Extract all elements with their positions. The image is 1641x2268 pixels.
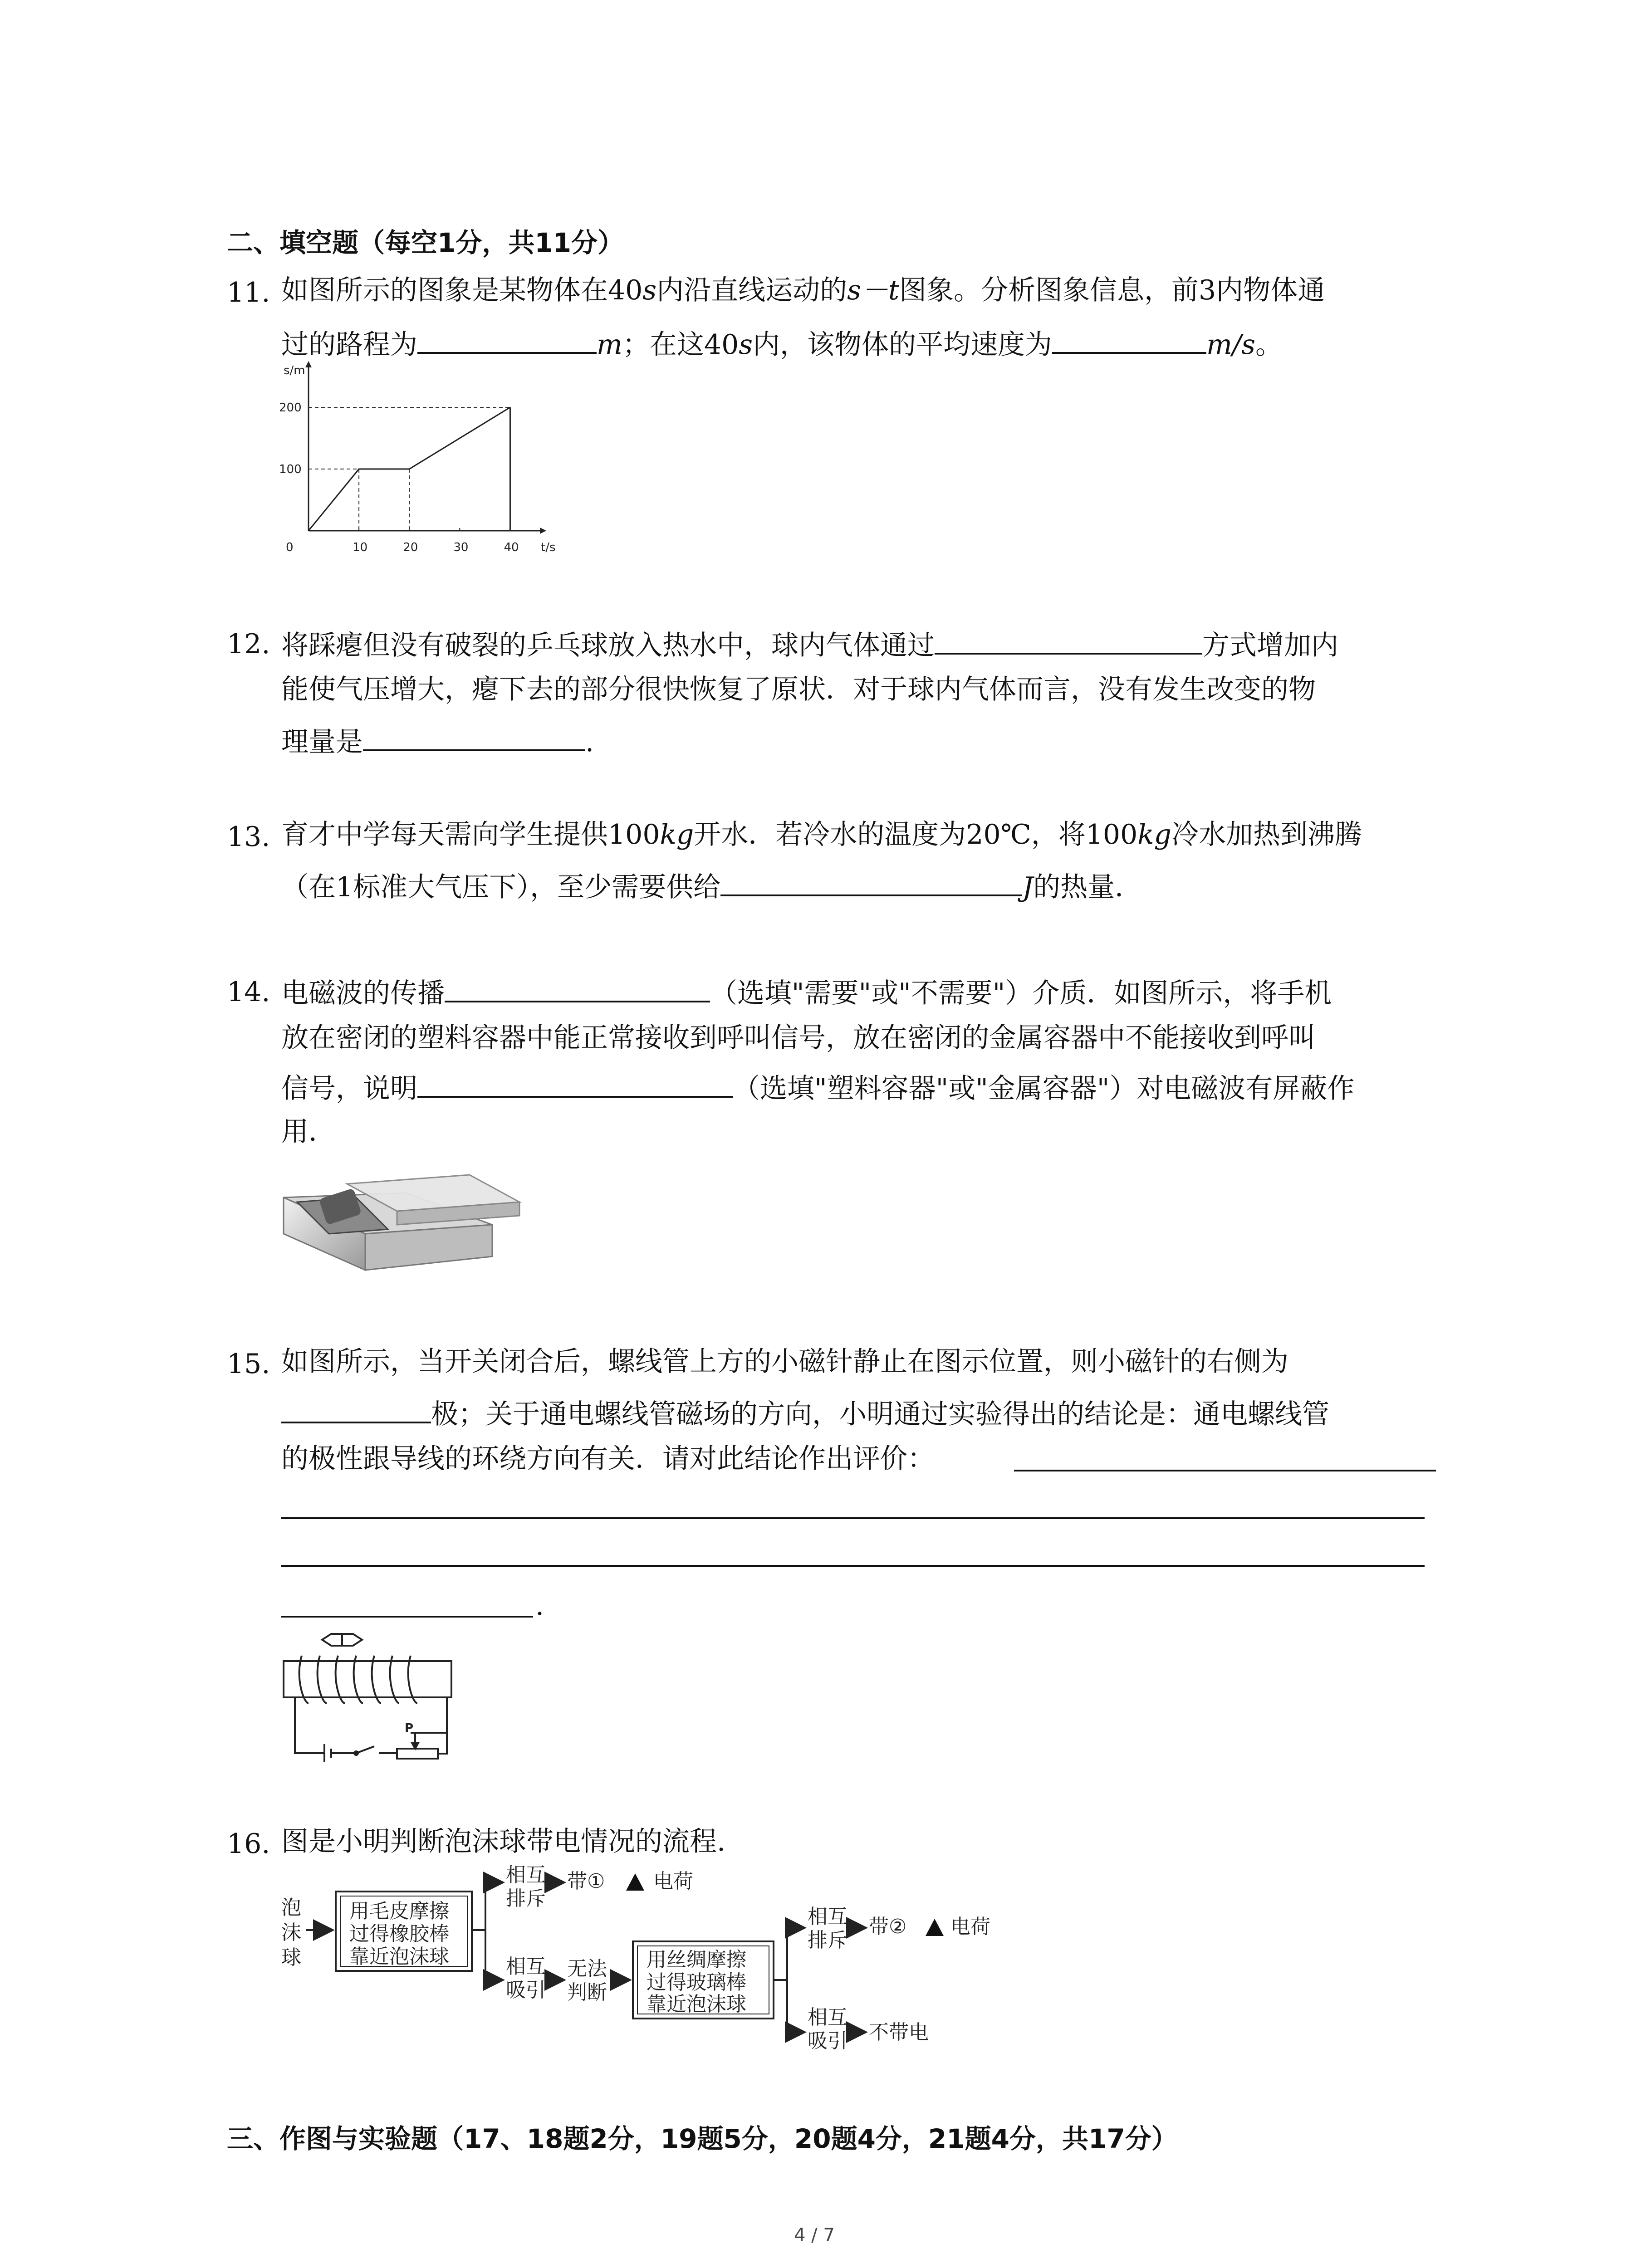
triangle-blank-icon-2 (926, 1919, 944, 1936)
q14-number: 14. (227, 976, 270, 1008)
x-axis-label: t/s (541, 541, 556, 554)
q12-blank-2[interactable] (363, 725, 585, 751)
x-tick-label: 40 (504, 541, 519, 554)
q15-line-end: . (535, 1590, 544, 1622)
q15-answer-line-1[interactable] (1014, 1470, 1436, 1471)
flow-charge2: 带② (869, 1915, 907, 1938)
q16-number: 16. (227, 1828, 270, 1860)
flow-attract2-2: 吸引 (808, 2029, 847, 2053)
rheostat-p-label: P (405, 1721, 414, 1735)
flow-charge1: 带① (567, 1870, 605, 1893)
x-tick-label: 30 (453, 541, 469, 554)
q15-number: 15. (227, 1348, 270, 1380)
flow-attract2-1: 相互 (808, 2006, 847, 2029)
q15-answer-line-2[interactable] (281, 1517, 1425, 1519)
q11-blank-1[interactable] (417, 327, 597, 354)
x-axis-arrow (540, 528, 546, 534)
q11-line1: 如图所示的图象是某物体在40s内沿直线运动的s－t图象。分析图象信息，前3内物体通 (281, 274, 1325, 306)
q14-blank-1[interactable] (445, 976, 710, 1002)
flow-ball-char-2: 沫 (281, 1921, 301, 1944)
q11-st-chart (281, 358, 563, 567)
q13-blank-1[interactable] (720, 870, 1022, 896)
q15-line2: 极；关于通电螺线管磁场的方向，小明通过实验得出的结论是：通电螺线管 (281, 1397, 1329, 1428)
page-number: 4 / 7 (794, 2225, 835, 2246)
q12-line2: 能使气压增大，瘪下去的部分很快恢复了原状．对于球内气体而言，没有发生改变的物 (281, 674, 1316, 705)
q11-blank-2[interactable] (1052, 327, 1206, 354)
y-axis-label: s/m (284, 364, 305, 377)
st-series-line (309, 407, 510, 531)
q12-blank-1[interactable] (935, 628, 1202, 655)
flow-box1-line3: 靠近泡沫球 (349, 1945, 449, 1968)
flow-box2-line2: 过得玻璃棒 (647, 1971, 746, 1994)
q11-number: 11. (227, 277, 270, 308)
flow-attract1-2: 吸引 (506, 1979, 546, 2002)
y-axis-arrow (305, 361, 312, 367)
flow-box1-line1: 用毛皮摩擦 (349, 1900, 449, 1923)
q13-number: 13. (227, 821, 270, 853)
solenoid-circuit-figure (277, 1628, 476, 1774)
q14-line2: 放在密闭的塑料容器中能正常接收到呼叫信号，放在密闭的金属容器中不能接收到呼叫 (281, 1022, 1316, 1054)
q12-number: 12. (227, 628, 270, 660)
q15-line1: 如图所示，当开关闭合后，螺线管上方的小磁针静止在图示位置，则小磁针的右侧为 (281, 1346, 1288, 1378)
q14-line4: 用． (281, 1116, 336, 1148)
flow-unknown-1: 无法 (567, 1957, 607, 1980)
flow-attract1-1: 相互 (506, 1955, 546, 1978)
q15-line3: 的极性跟导线的环绕方向有关．请对此结论作出评价： (281, 1443, 935, 1475)
flow-repel1-2: 排斥 (506, 1887, 546, 1910)
flow-box2-line1: 用丝绸摩擦 (647, 1948, 746, 1971)
q14-line1: 电磁波的传播 （选填"需要"或"不需要"）介质．如图所示，将手机 (281, 976, 1332, 1007)
triangle-blank-icon (626, 1873, 644, 1891)
section-2-title: 二、填空题（每空1分，共11分） (227, 227, 624, 258)
x-tick-label: 0 (286, 541, 294, 554)
flow-repel2-1: 相互 (808, 1905, 847, 1928)
q12-line3: 理量是 . (281, 725, 594, 756)
q14-blank-2[interactable] (417, 1071, 733, 1098)
q11-line2: 过的路程为 m；在这40s内，该物体的平均速度为 m/s。 (281, 327, 1283, 358)
q15-answer-line-3[interactable] (281, 1565, 1425, 1567)
flow-box1-line2: 过得橡胶棒 (349, 1922, 449, 1945)
section-3-title: 三、作图与实验题（17、18题2分，19题5分，20题4分，21题4分，共17分） (227, 2123, 1178, 2154)
flow-ball-char-1: 泡 (281, 1896, 301, 1919)
q15-blank-1[interactable] (281, 1397, 431, 1423)
q16-line1: 图是小明判断泡沫球带电情况的流程. (281, 1826, 726, 1857)
q14-line3: 信号，说明 （选填"塑料容器"或"金属容器"）对电磁波有屏蔽作 (281, 1071, 1354, 1102)
flow-repel2-2: 排斥 (808, 1929, 847, 1952)
q13-line2: （在1标准大气压下），至少需要供给 J的热量． (281, 870, 1142, 901)
flow-charge1-end: 电荷 (653, 1870, 693, 1893)
x-tick-label: 20 (403, 541, 418, 554)
y-tick-label: 200 (279, 401, 302, 415)
flow-neutral: 不带电 (869, 2021, 929, 2044)
flow-repel1-1: 相互 (506, 1863, 546, 1887)
phone-container-figure (279, 1166, 524, 1284)
flow-unknown-2: 判断 (567, 1981, 607, 2004)
q15-answer-line-4[interactable] (281, 1616, 533, 1618)
q12-line1: 将踩瘪但没有破裂的乒乓球放入热水中，球内气体通过 方式增加内 (281, 628, 1338, 659)
x-tick-label: 10 (353, 541, 368, 554)
q13-line1: 育才中学每天需向学生提供100kg开水．若冷水的温度为20℃，将100kg冷水加热到沸腾 (281, 819, 1362, 850)
flow-box2-line3: 靠近泡沫球 (647, 1993, 746, 2016)
flow-charge2-end: 电荷 (950, 1915, 990, 1938)
flow-ball-char-3: 球 (281, 1946, 301, 1969)
foam-ball-flowchart (272, 1864, 1053, 2055)
y-tick-label: 100 (279, 463, 302, 476)
